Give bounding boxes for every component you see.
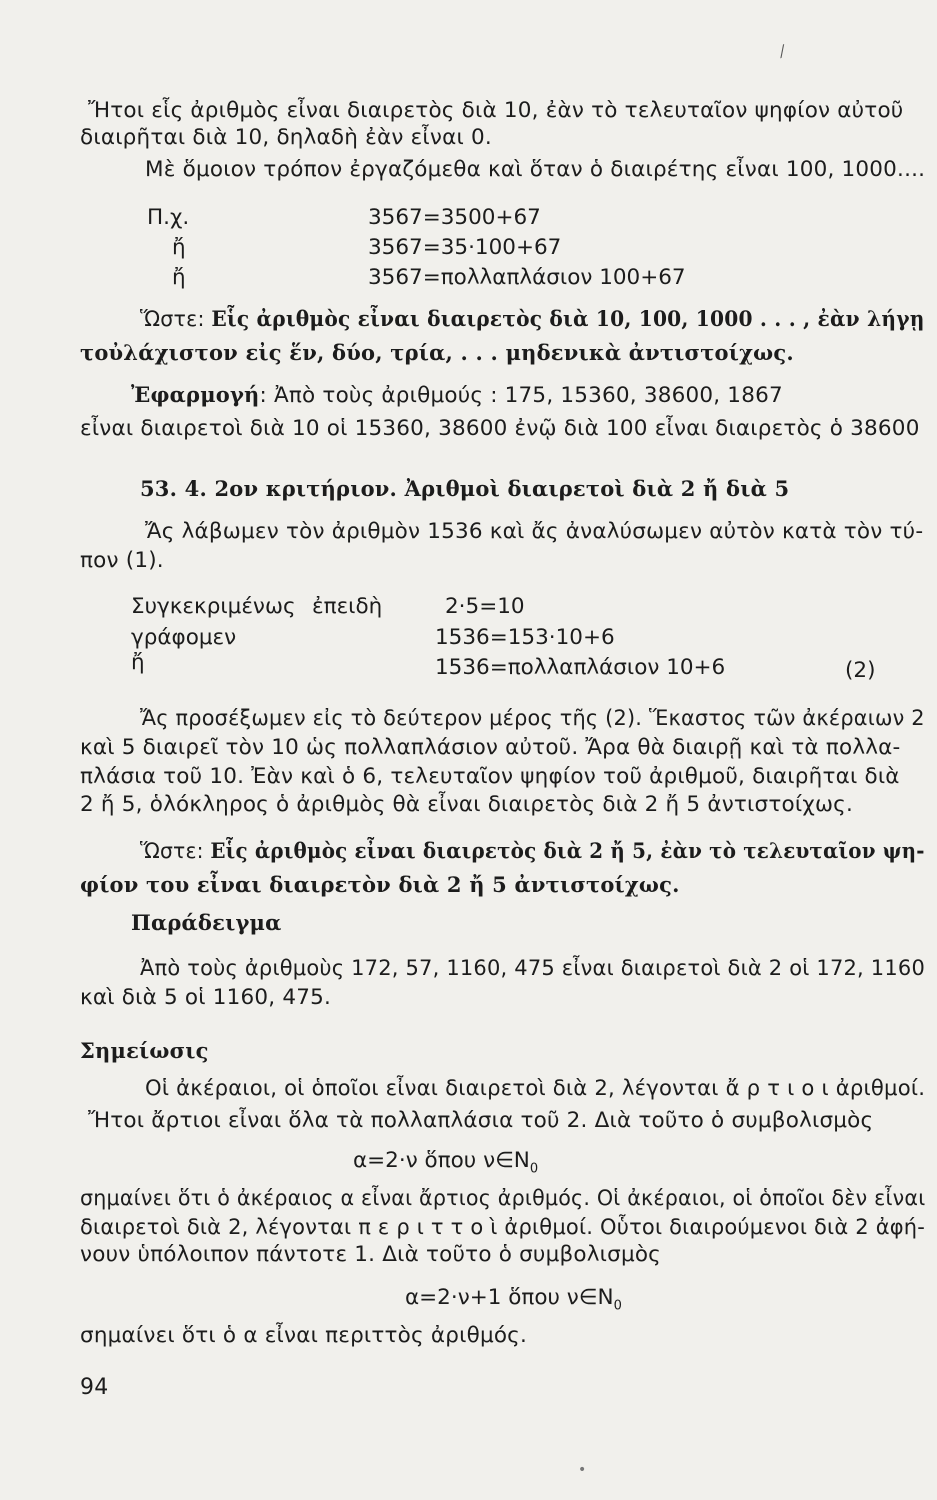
section-heading: 53. 4. 2ον κριτήριον. Ἀριθμοὶ διαιρετοὶ διὰ 2 ἤ διὰ 5 bbox=[140, 476, 790, 501]
section-line: πον (1). bbox=[80, 548, 164, 573]
note-line: Οἱ ἀκέραιοι, οἱ ὁποῖοι εἶναι διαιρετοὶ διὰ 2, λέγονται ἄ ρ τ ι ο ι ἀριθμοί. bbox=[145, 1076, 926, 1101]
example-heading: Παράδειγμα bbox=[131, 910, 282, 935]
application-line: εἶναι διαιρετοὶ διὰ 10 οἱ 15360, 38600 ἐνῷ διὰ 100 εἶναι διαιρετὸς ὁ 38600 bbox=[80, 416, 920, 441]
rule-bold: Εἷς ἀριθμὸς εἶναι διαιρετὸς διὰ 10, 100, 1000 . . . , ἐὰν λήγῃ bbox=[211, 306, 925, 331]
intro-line: Ἤτοι εἷς ἀριθμὸς εἶναι διαιρετὸς διὰ 10, ἐὰν τὸ τελευταῖον ψηφίον αὐτοῦ bbox=[88, 98, 904, 123]
equation: 2·5=10 bbox=[445, 594, 525, 619]
example-label: ἤ bbox=[131, 650, 145, 675]
note-line: Ἤτοι ἄρτιοι εἶναι ὅλα τὰ πολλαπλάσια τοῦ 2. Διὰ τοῦτο ὁ συμβολισμὸς bbox=[88, 1108, 874, 1133]
note-line: διαιρετοὶ διὰ 2, λέγονται π ε ρ ι τ τ ο ὶ ἀριθμοί. Οὗτοι διαιρούμενοι διὰ 2 ἀφή- bbox=[80, 1215, 926, 1240]
pen-mark: ⁄ bbox=[777, 42, 787, 61]
formula bbox=[405, 1285, 622, 1313]
page-number: 94 bbox=[80, 1375, 109, 1400]
paragraph-line: πλάσια τοῦ 10. Ἐὰν καὶ ὁ 6, τελευταῖον ψηφίον τοῦ ἀριθμοῦ, διαιρῆται διὰ bbox=[80, 764, 900, 789]
example-label: Π.χ. bbox=[147, 205, 190, 230]
equation: 3567=35·100+67 bbox=[368, 235, 562, 260]
section-line: Ἄς λάβωμεν τὸν ἀριθμὸν 1536 καὶ ἄς ἀναλύσωμεν αὐτὸν κατὰ τὸν τύ- bbox=[145, 519, 924, 544]
example-label: Συγκεκριμένως bbox=[131, 594, 296, 619]
formula-subscript: 0 bbox=[613, 1298, 622, 1314]
equation: 3567=πολλαπλάσιον 100+67 bbox=[368, 265, 686, 290]
application-text: : Ἀπὸ τοὺς ἀριθμούς : 175, 15360, 38600, 1867 bbox=[259, 383, 783, 408]
example-label: ἤ bbox=[172, 235, 186, 260]
example-line: καὶ διὰ 5 οἱ 1160, 475. bbox=[80, 985, 332, 1010]
rule-statement bbox=[140, 838, 925, 864]
example-label: ἐπειδὴ bbox=[312, 594, 383, 619]
intro-line: διαιρῆται διὰ 10, δηλαδὴ ἐὰν εἶναι 0. bbox=[80, 125, 492, 150]
note-line: νουν ὑπόλοιπον πάντοτε 1. Διὰ τοῦτο ὁ συμβολισμὸς bbox=[80, 1242, 661, 1267]
application-line bbox=[131, 382, 783, 408]
application-label: Ἐφαρμογή bbox=[131, 382, 260, 407]
note-heading: Σημείωσις bbox=[80, 1038, 209, 1063]
formula-text: α=2·ν ὅπου ν∈N bbox=[353, 1148, 530, 1173]
paragraph-line: καὶ 5 διαιρεῖ τὸν 10 ὡς πολλαπλάσιον αὐτοῦ. Ἄρα θὰ διαιρῇ καὶ τὰ πολλα- bbox=[80, 735, 901, 760]
equation: 1536=153·10+6 bbox=[435, 625, 615, 650]
paragraph-line: 2 ἤ 5, ὁλόκληρος ὁ ἀριθμὸς θὰ εἶναι διαιρετὸς διὰ 2 ἤ 5 ἀντιστοίχως. bbox=[80, 792, 853, 817]
example-label: ἤ bbox=[172, 265, 186, 290]
example-line: Ἀπὸ τοὺς ἀριθμοὺς 172, 57, 1160, 475 εἶναι διαιρετοὶ διὰ 2 οἱ 172, 1160 bbox=[140, 956, 925, 981]
example-label: γράφομεν bbox=[131, 625, 237, 650]
intro-line: Μὲ ὅμοιον τρόπον ἐργαζόμεθα καὶ ὅταν ὁ διαιρέτης εἶναι 100, 1000.... bbox=[145, 157, 926, 182]
note-line: σημαίνει ὅτι ὁ α εἶναι περιττὸς ἀριθμός. bbox=[80, 1323, 528, 1348]
rule-prefix: Ὥστε: bbox=[140, 839, 211, 864]
equation: 3567=3500+67 bbox=[368, 205, 541, 230]
note-line: σημαίνει ὅτι ὁ ἀκέραιος α εἶναι ἄρτιος ἀριθμός. Οἱ ἀκέραιοι, οἱ ὁποῖοι δὲν εἶναι bbox=[80, 1186, 926, 1211]
rule-bold: φίον του εἶναι διαιρετὸν διὰ 2 ἤ 5 ἀντιστοίχως. bbox=[80, 872, 680, 897]
equation-number: (2) bbox=[845, 658, 876, 683]
ink-speck: • bbox=[578, 1462, 587, 1478]
paragraph-line: Ἄς προσέξωμεν εἰς τὸ δεύτερον μέρος τῆς (2). Ἕκαστος τῶν ἀκέραιων 2 bbox=[140, 706, 925, 731]
formula-subscript: 0 bbox=[529, 1161, 539, 1177]
rule-bold: Εἷς ἀριθμὸς εἶναι διαιρετὸς διὰ 2 ἤ 5, ἐὰν τὸ τελευταῖον ψη- bbox=[210, 838, 925, 863]
formula bbox=[353, 1148, 538, 1176]
rule-prefix: Ὥστε: bbox=[140, 307, 212, 332]
rule-bold: τοὐλάχιστον εἰς ἕν, δύο, τρία, . . . μηδενικὰ ἀντιστοίχως. bbox=[80, 340, 794, 365]
rule-statement bbox=[140, 306, 925, 332]
formula-text: α=2·ν+1 ὅπου ν∈N bbox=[405, 1285, 614, 1310]
equation: 1536=πολλαπλάσιον 10+6 bbox=[435, 655, 726, 680]
